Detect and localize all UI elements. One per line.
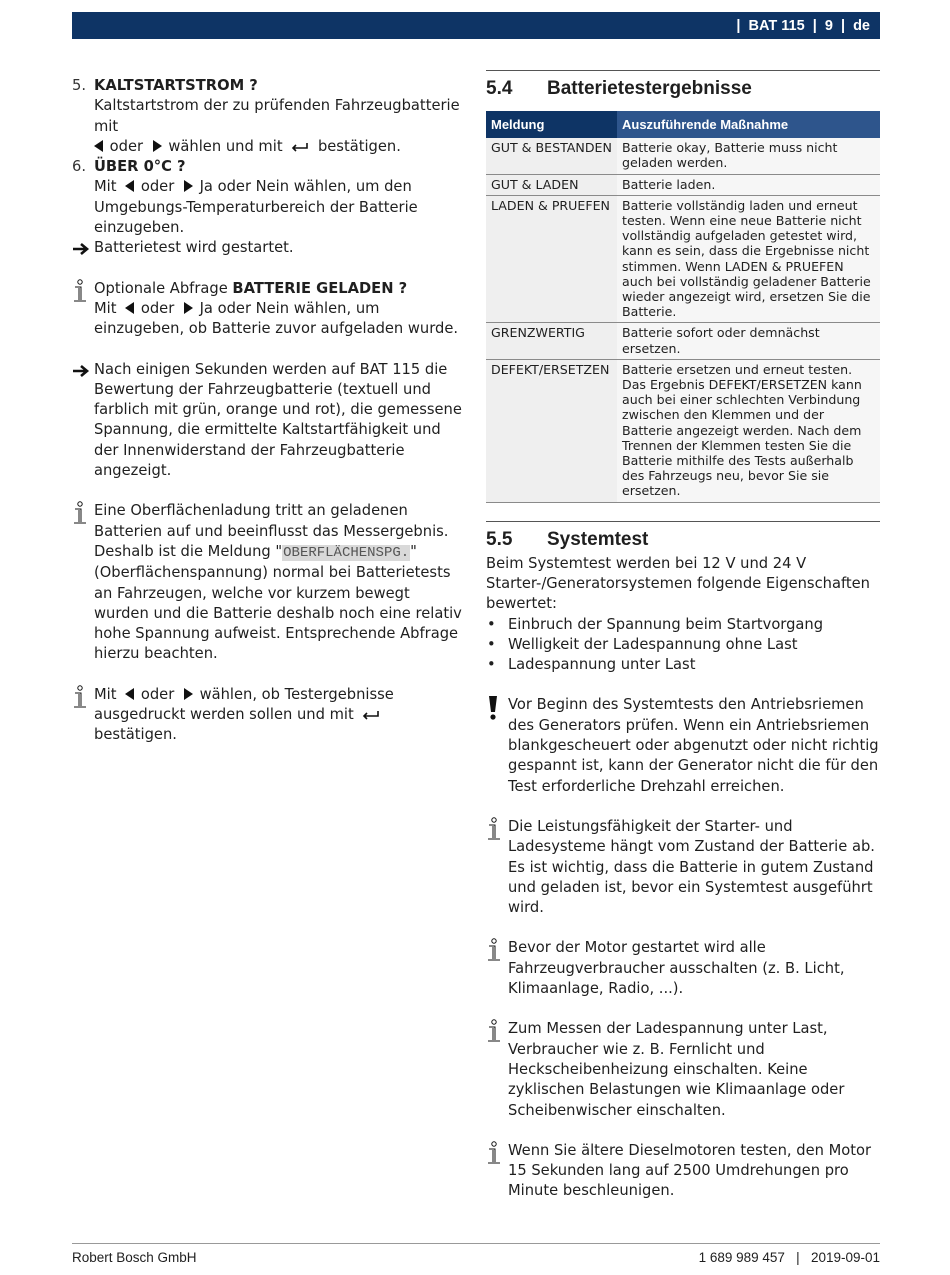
left-arrow-key-icon [125,302,134,314]
column-header-meldung: Meldung [486,111,617,138]
cell-meldung: GUT & BESTANDEN [486,138,617,174]
footer-divider [72,1243,880,1244]
section-number: 5.4 [486,77,513,99]
or-text: oder [109,137,144,155]
step-number: 5. [72,77,87,94]
info-note [486,817,880,918]
info-note [72,685,466,746]
right-arrow-key-icon [153,140,162,152]
info-note [486,1141,880,1202]
enter-key-icon [291,142,309,152]
cell-meldung: DEFEKT/ERSETZEN [486,359,617,502]
left-arrow-key-icon [125,688,134,700]
table-row [486,174,880,195]
section-number: 5.5 [486,528,513,550]
note-text: Mit [94,685,117,703]
note-text: bestätigen. [94,726,177,744]
right-arrow-key-icon [184,180,193,192]
note-strong: BATTERIE GELADEN ? [232,279,408,297]
cell-massnahme: Batterie vollständig laden und erneut testen. Wenn eine neue Batterie nicht vollständig aufgeladen getestet wird, kann es sein, dass die Ergebnisse nicht stimmen. Wenn LADEN & PRUEFEN auch bei vollständig geladener Batterie wieder angezeigt wird, ersetzen Sie die Batterie. [617,195,880,323]
cell-massnahme: Batterie okay, Batterie muss nicht geladen werden. [617,138,880,174]
result-line [72,360,466,482]
section-heading-5-5 [486,521,880,554]
left-column [72,76,466,746]
note-text: Ja oder Nein wählen, um einzugeben, ob Batterie zuvor aufgeladen wurde. [94,299,459,338]
warning-note [486,695,880,796]
header-lang: de [853,17,870,34]
footer-company: Robert Bosch GmbH [72,1250,197,1265]
warning-exclamation-icon [486,695,500,721]
section-title: Batterietestergebnisse [547,77,752,99]
section-intro: Beim Systemtest werden bei 12 V und 24 V Starter-/Generatorsystemen folgende Eigenschaften bewertet: [486,554,870,613]
step-text: bestätigen. [317,137,401,155]
or-text: oder [140,685,175,703]
info-icon [486,1141,502,1165]
list-item: • Welligkeit der Ladespannung ohne Last [486,635,880,655]
step-5 [72,76,466,157]
table-row [486,359,880,502]
step-title: KALTSTARTSTROM ? [94,77,258,94]
header-page: 9 [824,17,833,34]
left-arrow-key-icon [125,180,134,192]
note-text: " (Oberflächenspannung) normal bei Batterietests an Fahrzeugen, welche vor kurzem bewegt wurden und die Batterie deshalb noch eine relativ hohe Spannung aufweist. Entsprechende Abfrage hierzu beachten. [94,542,462,663]
footer-date: 2019-09-01 [810,1250,880,1265]
header-sep: | [832,17,854,34]
info-note [486,938,880,999]
step-title: ÜBER 0°C ? [94,158,186,176]
result-text: Batterietest wird gestartet. [94,239,294,257]
page-header [72,12,880,39]
cell-meldung: GUT & LADEN [486,174,617,195]
warning-text: Vor Beginn des Systemtests den Antriebsriemen des Generators prüfen. Wenn ein Antriebsriemen blankgescheuert oder abgenutzt oder nicht richtig gespannt ist, kann der Generator nicht die für den Test erforderliche Drehzahl erreichen. [508,696,879,795]
right-arrow-key-icon [184,302,193,314]
note-text: wählen, ob Testergebnisse ausgedruckt werden sollen und mit [94,685,394,724]
table-row [486,195,880,323]
table-row [486,323,880,359]
right-column [486,70,880,1202]
enter-key-icon [362,710,380,720]
left-arrow-key-icon [94,140,103,152]
cell-meldung: LADEN & PRUEFEN [486,195,617,323]
step-text: wählen und mit [168,137,283,155]
or-text: oder [140,299,175,317]
result-arrow-icon [72,242,90,256]
step-text: Kaltstartstrom der zu prüfenden Fahrzeugbatterie mit [94,97,460,135]
header-sep: | [736,17,749,34]
info-icon [72,501,88,525]
step-6 [72,157,466,238]
cell-massnahme: Batterie sofort oder demnächst ersetzen. [617,323,880,359]
info-icon [486,938,502,962]
table-header-row [486,111,880,138]
header-sep: | [804,17,825,34]
info-icon [72,279,88,303]
result-line [72,238,466,258]
right-arrow-key-icon [184,688,193,700]
step-text: Ja oder Nein wählen, um den Umgebungs-Temperaturbereich der Batterie einzugeben. [94,178,418,237]
footer-meta: 1 689 989 457 | 2019-09-01 [698,1250,880,1265]
table-row [486,138,880,174]
or-text: oder [140,178,175,196]
step-text: Mit [94,178,117,196]
note-text: Optionale Abfrage [94,279,228,297]
cell-massnahme: Batterie ersetzen und erneut testen. Das Ergebnis DEFEKT/ERSETZEN kann auch bei einer schlechten Verbindung zwischen den Klemmen und der Batterie angezeigt werden. Nach dem Trennen der Klemmen testen Sie die Batterie mithilfe des Tests außerhalb des Fahrzeugs neu, bevor Sie sie ersetzen. [617,359,880,502]
column-header-massnahme: Auszuführende Maßnahme [617,111,880,138]
list-item: • Ladespannung unter Last [486,655,880,675]
info-icon [72,685,88,709]
info-icon [486,817,502,841]
section-heading-5-4 [486,70,880,103]
header-product: BAT 115 [748,17,805,34]
result-text: Nach einigen Sekunden werden auf BAT 115 die Bewertung der Fahrzeugbatterie (textuell und farblich mit grün, orange und rot), die gemessene Spannung, die ermittelte Kaltstartfähigkeit und der Innenwiderstand der Fahrzeugbatterie angezeigt. [94,360,462,480]
list-item: • Einbruch der Spannung beim Startvorgang [486,615,880,635]
info-icon [486,1019,502,1043]
info-note [72,279,466,340]
property-list [486,615,880,676]
results-table [486,111,880,503]
cell-meldung: GRENZWERTIG [486,323,617,359]
note-text: Bevor der Motor gestartet wird alle Fahrzeugverbraucher ausschalten (z. B. Licht, Klimaanlage, Radio, ...). [508,939,845,998]
display-message-code: OBERFLÄCHENSPG. [283,544,410,561]
note-text: Die Leistungsfähigkeit der Starter- und Ladesysteme hängt vom Zustand der Batterie ab. Es ist wichtig, dass die Batterie in gutem Zustand und geladen ist, bevor ein Systemtest ausgeführt wird. [508,817,875,917]
footer-docnum: 1 689 989 457 [698,1250,785,1265]
note-text: Eine Oberflächenladung tritt an geladenen Batterien auf und beeinflusst das Messergebnis. Deshalb ist die Meldung " [94,502,449,560]
step-number: 6. [72,158,87,176]
info-note [72,501,466,664]
result-arrow-icon [72,364,90,378]
section-title: Systemtest [547,528,649,550]
info-note [486,1019,880,1120]
note-text: Zum Messen der Ladespannung unter Last, Verbraucher wie z. B. Fernlicht und Heckscheibenheizung einschalten. Keine zyklischen Belastungen wie Klimaanlage oder Scheibenwischer einschalten. [508,1020,845,1119]
note-text: Mit [94,299,117,317]
note-text: Wenn Sie ältere Dieselmotoren testen, den Motor 15 Sekunden lang auf 2500 Umdrehungen pro Minute beschleunigen. [508,1141,872,1200]
cell-massnahme: Batterie laden. [617,174,880,195]
